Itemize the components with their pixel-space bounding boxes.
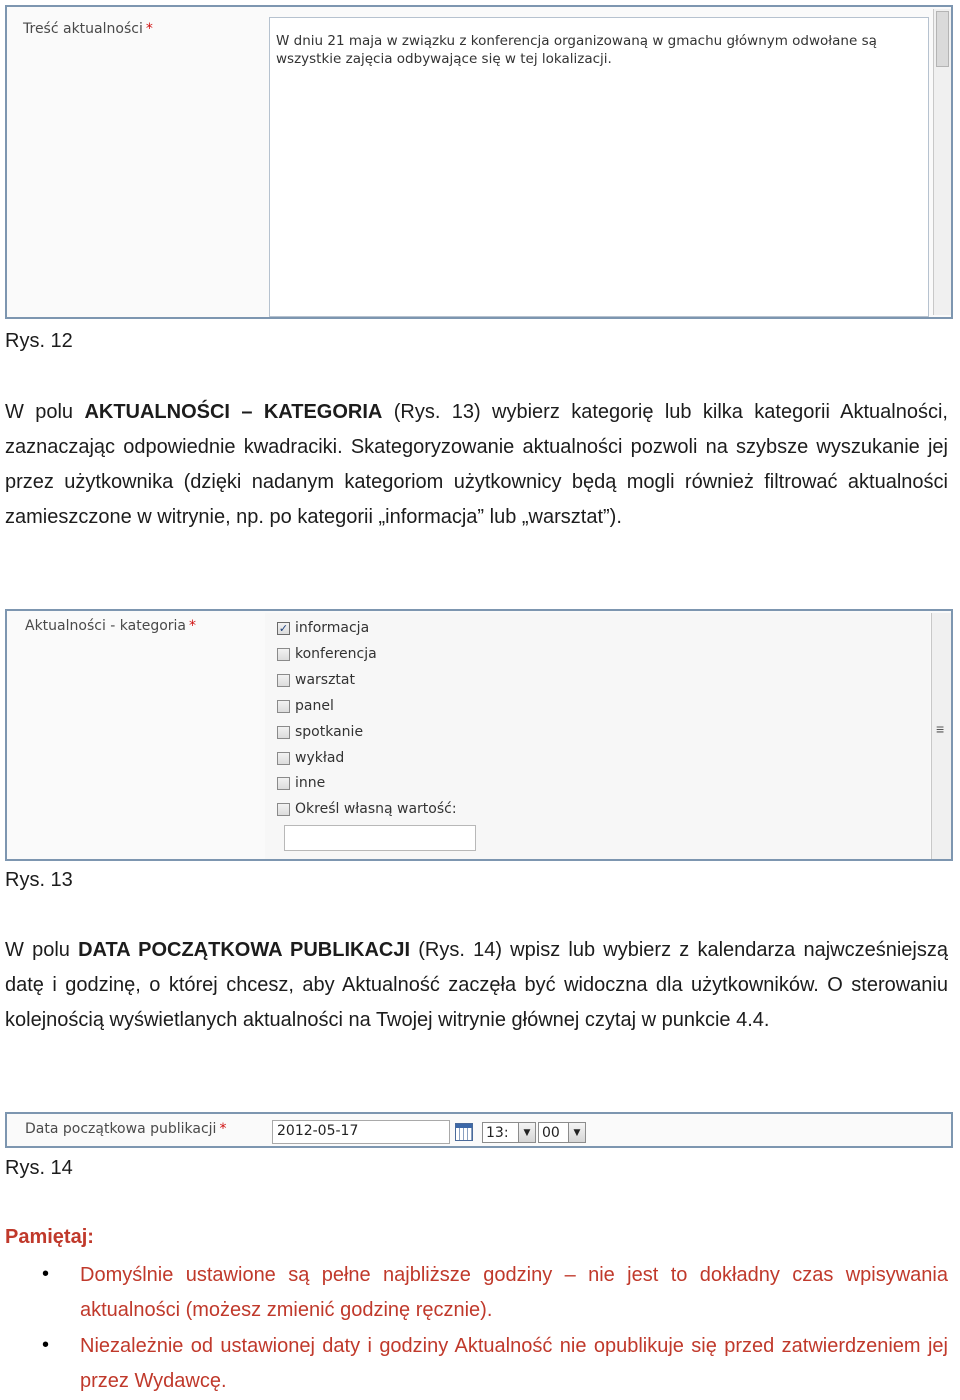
chevron-down-icon[interactable]: ▼ [518, 1123, 535, 1142]
checkbox-icon[interactable] [277, 777, 290, 790]
custom-category-input[interactable] [284, 825, 476, 851]
category-option-label: panel [295, 698, 334, 714]
checkbox-icon[interactable] [277, 674, 290, 687]
figure-13-screenshot [5, 609, 953, 861]
category-option-konferencja[interactable] [277, 643, 377, 665]
category-option-label: inne [295, 775, 326, 791]
required-mark: * [189, 618, 197, 634]
start-date-input[interactable]: 2012-05-17 [272, 1120, 450, 1144]
start-date-label: Data początkowa publikacji * [25, 1121, 227, 1137]
figure-14-screenshot [5, 1112, 953, 1148]
category-option-inne[interactable] [277, 772, 325, 794]
editor-scrollbar-thumb[interactable] [936, 11, 949, 67]
category-option-warsztat[interactable] [277, 669, 355, 691]
remember-item: Domyślnie ustawione są pełne najbliższe godziny – nie jest to dokładny czas wpisywania aktualności (możesz zmienić godzinę ręcznie). [80, 1264, 948, 1321]
category-option-panel[interactable] [277, 695, 334, 717]
figure-12-caption: Rys. 12 [5, 330, 73, 352]
checkbox-icon[interactable] [277, 803, 290, 816]
category-option-informacja[interactable] [277, 617, 369, 639]
required-mark: * [219, 1121, 227, 1137]
scrollbar-grip-icon: ≡ [936, 721, 945, 737]
minute-select[interactable] [538, 1122, 586, 1143]
news-content-editor[interactable] [269, 17, 929, 317]
checkbox-checked-icon[interactable]: ✓ [278, 621, 289, 635]
hour-select[interactable] [482, 1122, 536, 1143]
figure-12-screenshot [5, 5, 953, 319]
chevron-down-icon[interactable]: ▼ [568, 1123, 585, 1142]
remember-item: Niezależnie od ustawionej daty i godziny Aktualność nie opublikuje się przed zatwierdzeniem jej przez Wydawcę. [80, 1335, 948, 1392]
required-mark: * [145, 21, 153, 37]
start-date-field-name: DATA POCZĄTKOWA PUBLIKACJI [78, 939, 411, 961]
bullet-icon: • [42, 1263, 50, 1285]
news-content-label: Treść aktualności * [23, 21, 153, 37]
category-field-name: AKTUALNOŚCI – KATEGORIA [84, 401, 383, 423]
hour-value: 13: [486, 1124, 509, 1141]
category-option-label: Określ własną wartość: [295, 801, 457, 817]
category-option-custom[interactable] [277, 798, 457, 820]
category-scrollbar[interactable] [931, 613, 951, 859]
editor-scrollbar[interactable] [933, 9, 951, 315]
checkbox-icon[interactable] [277, 700, 290, 713]
bullet-icon: • [42, 1334, 50, 1356]
calendar-icon[interactable] [455, 1123, 473, 1141]
news-content-text[interactable]: W dniu 21 maja w związku z konferencja organizowaną w gmachu głównym odwołane są wszystkie zajęcia odbywające się w tej lokalizacji. [276, 33, 877, 67]
category-label: Aktualności - kategoria * [25, 618, 197, 634]
category-paragraph: W polu AKTUALNOŚCI – KATEGORIA (Rys. 13) wybierz kategorię lub kilka kategorii Aktualności, zaznaczając odpowiednie kwadraciki. Skategoryzowanie aktualności pozwoli na szybsze wyszukanie jej przez użytkownika (dzięki nadanym kategoriom użytkownicy będą mogli również filtrować aktualności zamieszczone w witrynie, np. po kategorii „informacja” lub „warsztat”). [5, 401, 948, 528]
category-option-label: informacja [295, 620, 370, 636]
figure-14-caption: Rys. 14 [5, 1157, 73, 1179]
category-option-label: spotkanie [295, 724, 364, 740]
category-option-spotkanie[interactable] [277, 721, 363, 743]
remember-heading: Pamiętaj: [5, 1226, 94, 1248]
category-option-label: warsztat [295, 672, 355, 688]
category-option-label: wykład [295, 750, 345, 766]
minute-value: 00 [542, 1124, 560, 1141]
category-option-label: konferencja [295, 646, 377, 662]
checkbox-icon[interactable] [277, 648, 290, 661]
checkbox-icon[interactable] [277, 752, 290, 765]
category-option-wyklad[interactable] [277, 747, 344, 769]
start-date-paragraph: W polu DATA POCZĄTKOWA PUBLIKACJI (Rys. 14) wpisz lub wybierz z kalendarza najwcześniejszą datę i godzinę, o której chcesz, aby Aktualność zaczęła być widoczna dla użytkowników. O sterowaniu kolejnością wyświetlanych aktualności na Twojej witrynie głównej czytaj w punkcie 4.4. [5, 939, 949, 1031]
figure-13-caption: Rys. 13 [5, 869, 73, 891]
checkbox-icon[interactable] [277, 726, 290, 739]
